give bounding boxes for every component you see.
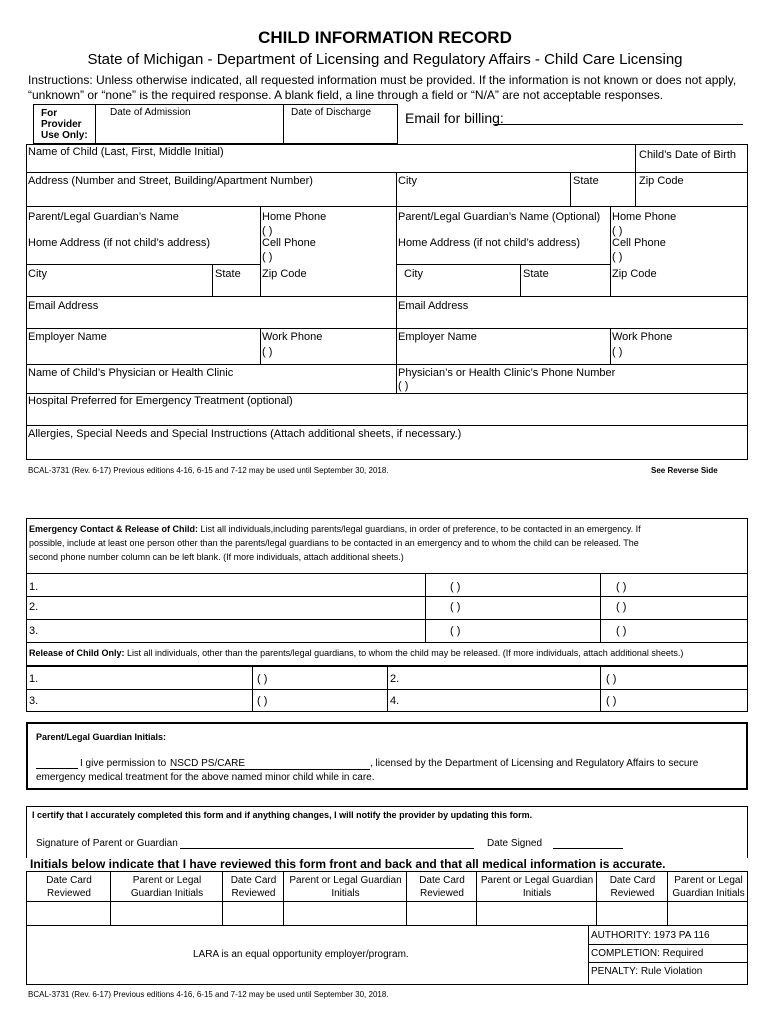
see-reverse-label: See Reverse Side: [651, 466, 718, 475]
physician-phone-paren: ( ): [398, 380, 409, 392]
guardian2-cell-phone-paren: ( ): [612, 251, 623, 263]
guardian1-work-phone-field[interactable]: Work Phone: [262, 331, 323, 343]
for-provider-label: For Provider Use Only:: [41, 108, 88, 141]
page-title: CHILD INFORMATION RECORD: [258, 28, 512, 47]
form-id-footer-2: BCAL-3731 (Rev. 6-17) Previous editions 4-16, 6-15 and 7-12 may be used until September 30, 2018.: [28, 990, 389, 999]
review-col-initials-2: Parent or Legal Guardian Initials: [289, 875, 402, 899]
guardian1-cell-phone-field[interactable]: Cell Phone: [262, 237, 316, 249]
child-dob-field[interactable]: Child’s Date of Birth: [639, 149, 737, 161]
emergency-row-2[interactable]: 2.: [29, 601, 39, 613]
guardian1-zip-field[interactable]: Zip Code: [262, 268, 307, 280]
date-signed-field[interactable]: [553, 848, 623, 849]
child-zip-field[interactable]: Zip Code: [639, 175, 684, 187]
hospital-field[interactable]: Hospital Preferred for Emergency Treatment (optional): [28, 395, 293, 407]
permission-text-line2: emergency medical treatment for the above named minor child while in care.: [36, 772, 375, 783]
guardian1-cell-phone-paren: ( ): [262, 251, 273, 263]
release-row-1[interactable]: 1.: [29, 673, 39, 685]
guardian2-employer-field[interactable]: Employer Name: [398, 331, 477, 343]
instructions-line-1: Instructions: Unless otherwise indicated, all requested information must be provided. If the information is not known or does not apply,: [28, 73, 737, 87]
signature-label: Signature of Parent or Guardian: [36, 838, 178, 849]
child-info-grid: [26, 144, 748, 460]
child-city-field[interactable]: City: [398, 175, 417, 187]
child-name-field[interactable]: Name of Child (Last, First, Middle Initial): [28, 146, 224, 158]
guardian2-city-field[interactable]: City: [404, 268, 423, 280]
guardian2-name-field[interactable]: Parent/Legal Guardian’s Name (Optional): [398, 211, 601, 223]
guardian1-work-phone-paren: ( ): [262, 346, 273, 358]
guardian2-email-field[interactable]: Email Address: [398, 300, 469, 312]
guardian2-state-field[interactable]: State: [523, 268, 549, 280]
emergency-instructions: Emergency Contact & Release of Child: List all individuals,including parents/legal guardians, in order of preference, to be contacted in an emergency. If possible, include at least one person other than the parents/legal guardians to be contacted in an emergency and to whom the child can be released. The second phone number column can be left blank. (If more individuals, attach additional sheets.): [29, 524, 641, 562]
review-col-date-4: Date Card Reviewed: [609, 875, 656, 899]
emergency-row-2-phone1[interactable]: ( ): [450, 601, 461, 613]
emergency-row-1-phone1[interactable]: ( ): [450, 581, 461, 593]
guardian1-home-address-field[interactable]: Home Address (if not child’s address): [28, 237, 210, 249]
guardian2-home-phone-paren: ( ): [612, 225, 623, 237]
emergency-row-1[interactable]: 1.: [29, 581, 39, 593]
release-row-3[interactable]: 3.: [29, 695, 39, 707]
physician-name-field[interactable]: Name of Child’s Physician or Health Clinic: [28, 367, 234, 379]
release-row-4[interactable]: 4.: [390, 695, 400, 707]
date-discharge-label[interactable]: Date of Discharge: [291, 107, 372, 118]
child-state-field[interactable]: State: [573, 175, 599, 187]
release-row-1-phone[interactable]: ( ): [257, 673, 268, 685]
penalty-label: PENALTY: Rule Violation: [591, 966, 703, 977]
review-heading: Initials below indicate that I have reviewed this form front and back and that all medical information is accurate.: [30, 857, 666, 871]
guardian1-home-phone-paren: ( ): [262, 225, 273, 237]
release-instructions: Release of Child Only: List all individuals, other than the parents/legal guardians, to whom the child may be released. (If more individuals, attach additional sheets.): [29, 648, 684, 658]
instructions-line-2: “unknown” or “none” is the required response. A blank field, a line through a field or “N/A” are not acceptable responses.: [28, 88, 664, 102]
date-admission-label[interactable]: Date of Admission: [110, 107, 191, 118]
emergency-row-1-phone2[interactable]: ( ): [616, 581, 627, 593]
guardian1-employer-field[interactable]: Employer Name: [28, 331, 107, 343]
lara-statement: LARA is an equal opportunity employer/program.: [193, 949, 409, 960]
certify-statement: I certify that I accurately completed this form and if anything changes, I will notify the provider by updating this form.: [32, 810, 533, 820]
guardian1-state-field[interactable]: State: [215, 268, 241, 280]
guardian2-work-phone-field[interactable]: Work Phone: [612, 331, 673, 343]
emergency-row-3-phone2[interactable]: ( ): [616, 625, 627, 637]
page-subtitle: State of Michigan - Department of Licensing and Regulatory Affairs - Child Care Licensing: [87, 51, 683, 68]
guardian2-work-phone-paren: ( ): [612, 346, 623, 358]
emergency-row-3-phone1[interactable]: ( ): [450, 625, 461, 637]
permission-initials-field[interactable]: [36, 768, 78, 769]
release-row-4-phone[interactable]: ( ): [606, 695, 617, 707]
emergency-row-2-phone2[interactable]: ( ): [616, 601, 627, 613]
permission-provider-name[interactable]: NSCD PS/CARE: [170, 758, 370, 770]
guardian1-name-field[interactable]: Parent/Legal Guardian’s Name: [28, 211, 179, 223]
signature-field[interactable]: [180, 848, 474, 849]
permission-text-post: , licensed by the Department of Licensing and Regulatory Affairs to secure: [370, 758, 699, 769]
release-row-3-phone[interactable]: ( ): [257, 695, 268, 707]
allergies-field[interactable]: Allergies, Special Needs and Special Instructions (Attach additional sheets, if necessary.): [28, 428, 462, 440]
child-address-field[interactable]: Address (Number and Street, Building/Apartment Number): [28, 175, 313, 187]
guardian2-home-address-field[interactable]: Home Address (if not child’s address): [398, 237, 580, 249]
review-col-initials-4: Parent or Legal Guardian Initials: [672, 875, 745, 899]
authority-label: AUTHORITY: 1973 PA 116: [591, 930, 710, 941]
guardian2-cell-phone-field[interactable]: Cell Phone: [612, 237, 666, 249]
review-col-date-2: Date Card Reviewed: [230, 875, 277, 899]
emergency-row-3[interactable]: 3.: [29, 625, 39, 637]
release-row-2[interactable]: 2.: [390, 673, 400, 685]
guardian2-home-phone-field[interactable]: Home Phone: [612, 211, 677, 223]
review-col-initials-1: Parent or Legal Guardian Initials: [130, 875, 204, 899]
email-billing-label: Email for billing:: [405, 110, 504, 126]
guardian2-zip-field[interactable]: Zip Code: [612, 268, 657, 280]
date-signed-label: Date Signed: [487, 838, 543, 849]
form-id-footer-1: BCAL-3731 (Rev. 6-17) Previous editions 4-16, 6-15 and 7-12 may be used until September 30, 2018.: [28, 466, 389, 475]
review-col-date-3: Date Card Reviewed: [419, 875, 465, 899]
review-col-initials-3: Parent or Legal Guardian Initials: [480, 875, 594, 899]
completion-label: COMPLETION: Required: [591, 948, 704, 959]
permission-heading: Parent/Legal Guardian Initials:: [36, 732, 167, 742]
review-col-date-1: Date Card Reviewed: [46, 875, 92, 899]
guardian1-home-phone-field[interactable]: Home Phone: [262, 211, 327, 223]
guardian1-city-field[interactable]: City: [28, 268, 47, 280]
email-billing-field[interactable]: [495, 124, 743, 125]
guardian1-email-field[interactable]: Email Address: [28, 300, 99, 312]
release-row-2-phone[interactable]: ( ): [606, 673, 617, 685]
physician-phone-field[interactable]: Physician’s or Health Clinic’s Phone Number: [398, 367, 616, 379]
permission-text-pre: I give permission to: [80, 758, 167, 769]
